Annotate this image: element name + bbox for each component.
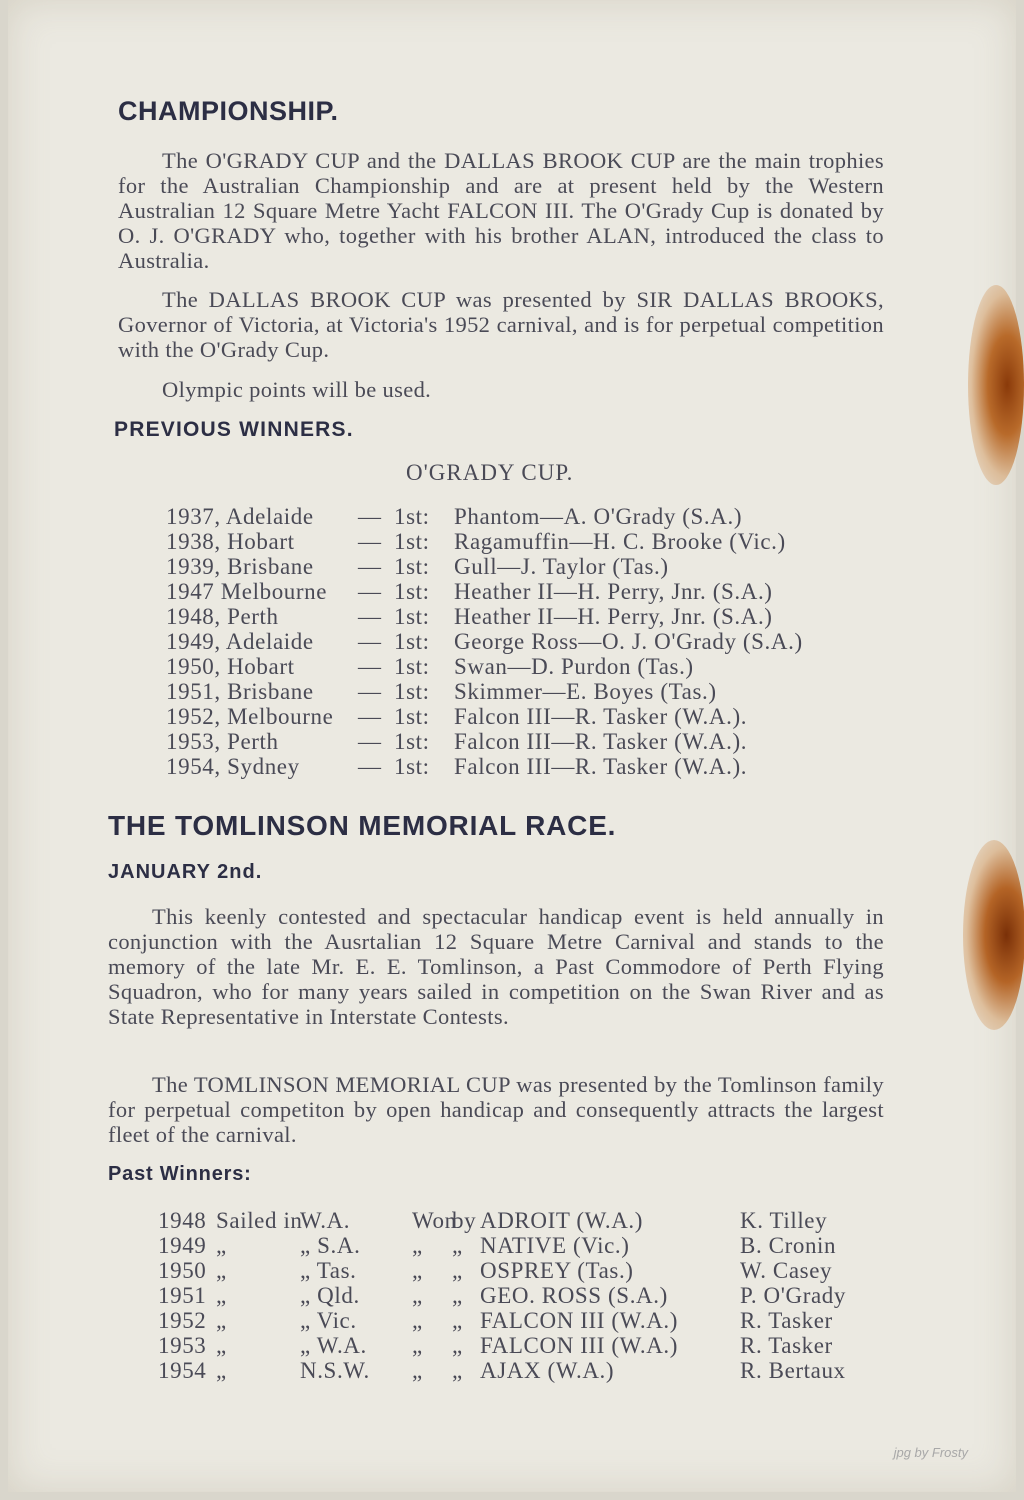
winner-year: 1948, Perth — [166, 604, 279, 629]
past-winner-row — [158, 1308, 846, 1333]
winner-row — [166, 754, 803, 779]
past-winner-by: „ — [452, 1358, 463, 1383]
winner-place: 1st: — [394, 604, 430, 629]
winner-dash: — — [358, 629, 382, 654]
winner-row — [166, 704, 803, 729]
winner-year: 1938, Hobart — [166, 529, 295, 554]
past-winner-row — [158, 1233, 846, 1258]
past-winner-yacht: FALCON III (W.A.) — [480, 1333, 679, 1358]
winner-dash: — — [358, 554, 382, 579]
past-winner-won: „ — [412, 1283, 423, 1308]
rust-stain-upper — [968, 285, 1024, 485]
winner-row — [166, 604, 803, 629]
winner-year: 1949, Adelaide — [166, 629, 314, 654]
winner-row — [166, 654, 803, 679]
past-winner-skipper: K. Tilley — [740, 1208, 828, 1233]
past-winner-row — [158, 1208, 846, 1233]
winner-dash: — — [358, 704, 382, 729]
past-winner-row — [158, 1358, 846, 1383]
winner-place: 1st: — [394, 654, 430, 679]
past-winner-year: 1952 — [158, 1308, 207, 1333]
past-winner-won: „ — [412, 1258, 423, 1283]
past-winner-state: „ Qld. — [300, 1283, 360, 1308]
winner-year: 1951, Brisbane — [166, 679, 314, 704]
past-winner-skipper: R. Tasker — [740, 1308, 833, 1333]
past-winner-yacht: OSPREY (Tas.) — [480, 1258, 634, 1283]
past-winner-yacht: NATIVE (Vic.) — [480, 1233, 630, 1258]
past-winners-heading: Past Winners: — [108, 1163, 252, 1185]
past-winner-sailed: „ — [216, 1283, 227, 1308]
past-winner-by: „ — [452, 1308, 463, 1333]
past-winner-state: „ S.A. — [300, 1233, 361, 1258]
winner-dash: — — [358, 529, 382, 554]
tomlinson-heading: THE TOMLINSON MEMORIAL RACE. — [108, 810, 617, 841]
winner-row — [166, 504, 803, 529]
winner-year: 1950, Hobart — [166, 654, 295, 679]
winner-year: 1939, Brisbane — [166, 554, 314, 579]
past-winner-state: „ Tas. — [300, 1258, 357, 1283]
winner-name: George Ross—O. J. O'Grady (S.A.) — [454, 629, 803, 654]
past-winner-state: „ W.A. — [300, 1333, 367, 1358]
winner-dash: — — [358, 604, 382, 629]
past-winner-state: N.S.W. — [300, 1358, 370, 1383]
championship-paragraph-2: The DALLAS BROOK CUP was presented by SIR DALLAS BROOKS, Governor of Victoria, at Victoria's 1952 carnival, and is for perpetual competition with the O'Grady Cup. — [118, 287, 884, 362]
winner-name: Falcon III—R. Tasker (W.A.). — [454, 729, 748, 754]
past-winner-by: „ — [452, 1258, 463, 1283]
past-winner-by: „ — [452, 1283, 463, 1308]
winner-year: 1947 Melbourne — [166, 579, 328, 604]
past-winner-skipper: P. O'Grady — [740, 1283, 846, 1308]
winner-name: Falcon III—R. Tasker (W.A.). — [454, 754, 748, 779]
winner-dash: — — [358, 754, 382, 779]
past-winner-sailed: „ — [216, 1308, 227, 1333]
past-winner-yacht: FALCON III (W.A.) — [480, 1308, 679, 1333]
winner-place: 1st: — [394, 579, 430, 604]
ogrady-winners-list — [166, 504, 803, 779]
tomlinson-paragraph-2: The TOMLINSON MEMORIAL CUP was presented by the Tomlinson family for perpetual competiton by open handicap and consequently attracts the largest fleet of the carnival. — [108, 1072, 884, 1147]
past-winner-sailed: „ — [216, 1358, 227, 1383]
past-winner-won: „ — [412, 1358, 423, 1383]
past-winner-skipper: R. Bertaux — [740, 1358, 846, 1383]
winner-row — [166, 579, 803, 604]
winner-place: 1st: — [394, 529, 430, 554]
winner-place: 1st: — [394, 504, 430, 529]
winner-name: Phantom—A. O'Grady (S.A.) — [454, 504, 743, 529]
championship-paragraph-3: Olympic points will be used. — [162, 377, 432, 402]
winner-year: 1953, Perth — [166, 729, 279, 754]
winner-place: 1st: — [394, 754, 430, 779]
championship-heading: CHAMPIONSHIP. — [118, 96, 339, 126]
winner-name: Ragamuffin—H. C. Brooke (Vic.) — [454, 529, 786, 554]
past-winner-skipper: W. Casey — [740, 1258, 833, 1283]
past-winner-yacht: GEO. ROSS (S.A.) — [480, 1283, 668, 1308]
winner-row — [166, 529, 803, 554]
past-winner-by: „ — [452, 1333, 463, 1358]
past-winner-year: 1954 — [158, 1358, 207, 1383]
winner-name: Swan—D. Purdon (Tas.) — [454, 654, 694, 679]
past-winner-yacht: ADROIT (W.A.) — [480, 1208, 644, 1233]
past-winner-sailed: „ — [216, 1258, 227, 1283]
past-winner-sailed: Sailed in — [216, 1208, 303, 1233]
past-winner-sailed: „ — [216, 1333, 227, 1358]
past-winner-year: 1951 — [158, 1283, 207, 1308]
winner-year: 1952, Melbourne — [166, 704, 334, 729]
past-winner-won: Won — [412, 1208, 457, 1233]
watermark: jpg by Frosty — [893, 1445, 968, 1460]
winner-name: Heather II—H. Perry, Jnr. (S.A.) — [454, 579, 773, 604]
past-winner-skipper: B. Cronin — [740, 1233, 837, 1258]
tomlinson-paragraph-1: This keenly contested and spectacular handicap event is held annually in conjunction with the Ausrtalian 12 Square Metre Carnival and stands to the memory of the late Mr. E. E. Tomlinson, a Past Commodore of Perth Flying Squadron, who for many years sailed in competition on the Swan River and as State Representative in Interstate Contests. — [108, 904, 884, 1029]
winner-row — [166, 554, 803, 579]
winner-dash: — — [358, 504, 382, 529]
winner-row — [166, 729, 803, 754]
past-winner-year: 1948 — [158, 1208, 207, 1233]
winner-place: 1st: — [394, 704, 430, 729]
rust-stain-lower — [963, 840, 1024, 1030]
past-winner-sailed: „ — [216, 1233, 227, 1258]
past-winner-year: 1953 — [158, 1333, 207, 1358]
past-winner-row — [158, 1258, 846, 1283]
past-winner-by: „ — [452, 1233, 463, 1258]
winner-dash: — — [358, 579, 382, 604]
winner-row — [166, 679, 803, 704]
winner-dash: — — [358, 654, 382, 679]
past-winner-state: W.A. — [300, 1208, 351, 1233]
winner-place: 1st: — [394, 679, 430, 704]
past-winner-won: „ — [412, 1233, 423, 1258]
past-winner-won: „ — [412, 1308, 423, 1333]
winner-name: Falcon III—R. Tasker (W.A.). — [454, 704, 748, 729]
winner-name: Heather II—H. Perry, Jnr. (S.A.) — [454, 604, 773, 629]
winner-year: 1954, Sydney — [166, 754, 300, 779]
winner-place: 1st: — [394, 554, 430, 579]
past-winners-list — [158, 1208, 846, 1383]
past-winner-won: „ — [412, 1333, 423, 1358]
winner-name: Skimmer—E. Boyes (Tas.) — [454, 679, 717, 704]
winner-dash: — — [358, 679, 382, 704]
tomlinson-date: JANUARY 2nd. — [108, 861, 263, 883]
past-winner-by: by — [452, 1208, 477, 1233]
ogrady-cup-title: O'GRADY CUP. — [406, 460, 574, 485]
winner-name: Gull—J. Taylor (Tas.) — [454, 554, 669, 579]
document-page — [8, 0, 1016, 1492]
past-winner-row — [158, 1333, 846, 1358]
past-winner-row — [158, 1283, 846, 1308]
previous-winners-heading: PREVIOUS WINNERS. — [114, 418, 354, 441]
winner-place: 1st: — [394, 629, 430, 654]
past-winner-year: 1950 — [158, 1258, 207, 1283]
past-winner-state: „ Vic. — [300, 1308, 357, 1333]
winner-year: 1937, Adelaide — [166, 504, 314, 529]
championship-paragraph-1: The O'GRADY CUP and the DALLAS BROOK CUP are the main trophies for the Australian Championship and are at present held by the Western Australian 12 Square Metre Yacht FALCON III. The O'Grady Cup is donated by O. J. O'GRADY who, together with his brother ALAN, introduced the class to Australia. — [118, 148, 884, 273]
past-winner-year: 1949 — [158, 1233, 207, 1258]
past-winner-skipper: R. Tasker — [740, 1333, 833, 1358]
winner-dash: — — [358, 729, 382, 754]
past-winner-yacht: AJAX (W.A.) — [480, 1358, 615, 1383]
winner-place: 1st: — [394, 729, 430, 754]
winner-row — [166, 629, 803, 654]
